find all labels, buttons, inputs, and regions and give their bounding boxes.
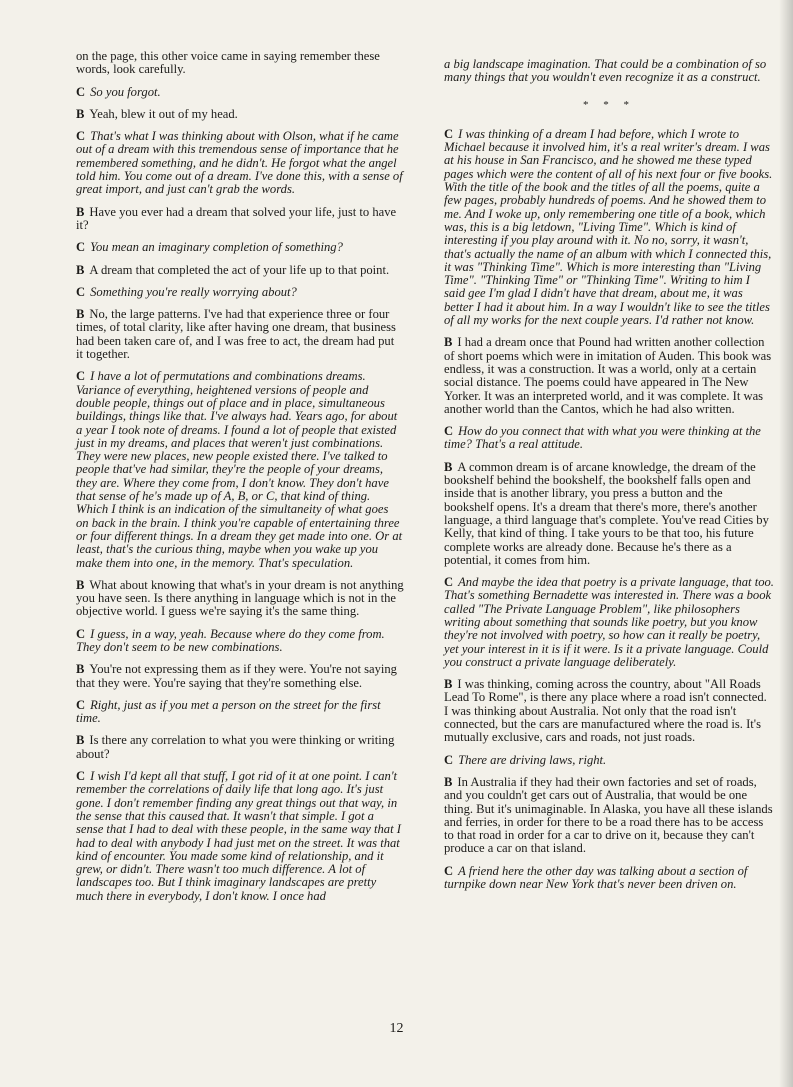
paragraph-text: You're not expressing them as if they were. You're not saying that they were. You're saying that they're something else. [76,662,397,690]
right-column [444,58,774,900]
dialogue-paragraph [444,576,774,669]
speaker-label: C [444,863,454,878]
paragraph-text: In Australia if they had their own factories and set of roads, and you couldn't get cars out of Australia, that would be one thing. But it's unimaginable. In Alaska, you have all these islands and ferries, in order for there to be a road there has to be access to that road in order for a car to drive on it, because they can't produce a car on that island. [444,774,773,856]
dialogue-paragraph [76,86,404,99]
dialogue-paragraph [76,370,404,569]
dialogue-paragraph [444,754,774,767]
paragraph-text: A common dream is of arcane knowledge, the dream of the bookshelf behind the bookshelf, the bookshelf falls open and inside that is another library, you press a button and the bookshelf opens. It's a dream that there's more, there's another language, a third language that's complete. You've read Cities by Kelly, that kind of thing. I take yours to be that too, his future complete works are already done. Because he's there as a potential, it comes from him. [444,459,769,567]
paragraph-text: Right, just as if you met a person on the street for the first time. [76,697,381,726]
dialogue-paragraph [76,770,404,903]
paragraph-text: I wish I'd kept all that stuff, I got rid of it at one point. I can't remember the correlations of daily life that long ago. It's just gone. I don't remember finding any great things out that way, in the sense that this caused that. It wasn't that simple. I got a sense that I had to deal with these people, in the same way that I had to deal with anybody I had just met on the street. It was that kind of encounter. You made some kind of relationship, and it grew, or didn't. There wasn't too much difference. A lot of landscapes too. But I think imaginary landscapes are pretty much there in everybody, I don't know. I once had [76,769,401,903]
paragraph-text: I was thinking, coming across the country, about "All Roads Lead To Rome", is there any place where a road isn't connected. I was thinking about Australia. Not only that the road isn't connected, but the cars are manufactured where the road is. It's mutually exclusive, cars and roads, not just roads. [444,677,767,745]
speaker-label: B [76,106,85,121]
dialogue-paragraph [76,308,404,361]
dialogue-paragraph [444,678,774,744]
paragraph-text: What about knowing that what's in your dream is not anything you have seen. Is there anything in language which is not in the objective world. I guess we're saying it's the same thing. [76,577,404,619]
page-number: 12 [389,1021,404,1036]
dialogue-paragraph [444,128,774,327]
speaker-label: B [444,677,453,692]
dialogue-paragraph [444,461,774,567]
speaker-label: C [76,369,86,384]
dialogue-paragraph [76,699,404,726]
paragraph-text: No, the large patterns. I've had that experience three or four times, of total clarity, like after having one dream, that business had been taken care of, and I was free to act, the dream had put it together. [76,307,396,362]
paragraph-text: I have a lot of permutations and combinations dreams. Variance of everything, heightened versions of people and double people, things out of place and in place, simultaneous buildings, things like that. I've always had. Years ago, for about a year I took note of dreams. I found a lot of people that existed just in my dreams, and places that weren't just combinations. They were new places, new people existed there. I've talked to people that've had similar, they're the people of your dreams, they are. Where they come from, I don't know. They don't have that sense of he's made up of A, B, or C, that kind of thing. Which I think is an indication of the simultaneity of what goes on back in the brain. I think you're capable of entertaining three or four different things. In a dream they get made into one. Or at least, that's the curious thing, maybe when you wake up you make them into one, in the memory. That's speculation. [76,369,403,570]
speaker-label: C [444,126,454,141]
continuation-text: a big landscape imagination. That could be a combination of so many things that you wouldn't even recognize it as a construct. [444,57,767,85]
section-separator: * * * [583,98,635,111]
paragraph-text: I had a dream once that Pound had written another collection of short poems which were in imitation of Auden. This book was endless, it was a construction. It was a world, only at a certain social distance. The poems could have appeared in The New Yorker. It was an interpreted world, and it was complete. It was another world than the Cantos, which he had also written. [444,335,772,416]
speaker-label: B [76,262,85,277]
paragraph-text: That's what I was thinking about with Olson, what if he came out of a dream with this tremendous sense of importance that he remembered something, and he didn't. He forgot what the angel told him. You come out of a dream. I've done this, with a sense of great import, and just can't grab the words. [76,129,403,197]
paragraph-text: Something you're really worrying about? [90,284,297,299]
speaker-label: C [76,769,86,784]
paragraph-text: So you forgot. [90,84,161,99]
speaker-label: B [76,577,85,592]
dialogue-paragraph [76,286,404,299]
dialogue-paragraph [76,264,404,277]
paragraph-text: Have you ever had a dream that solved your life, just to have it? [76,204,397,232]
dialogue-paragraph [76,108,404,121]
right-column-continuation [444,58,774,85]
dialogue-paragraph [76,130,404,196]
paragraph-text: I guess, in a way, yeah. Because where do they come from. They don't seem to be new combinations. [76,626,385,654]
dialogue-paragraph [76,663,404,690]
dialogue-paragraph [444,336,774,416]
speaker-label: C [76,84,86,99]
speaker-label: B [76,733,85,748]
paragraph-text: A dream that completed the act of your life up to that point. [89,262,390,277]
paragraph-text: And maybe the idea that poetry is a private language, that too. That's something Bernadette was interested in. There was a book called "The Private Language Problem", like philosophers writing about something that sounds like poetry, but you know they're not involved with poetry, so how can it really be poetry, yet your interest in it is if it were. Is it a private language. Could you construct a private language deliberately. [444,575,774,669]
dialogue-paragraph [444,865,774,892]
paragraph-text: How do you connect that with what you were thinking at the time? That's a real attitude. [444,424,761,452]
speaker-label: C [76,284,86,299]
speaker-label: B [444,774,453,789]
dialogue-paragraph [76,206,404,233]
paragraph-text: A friend here the other day was talking about a section of turnpike down near New York that's never been driven on. [444,863,748,892]
speaker-label: C [76,129,86,144]
paragraph-text: Is there any correlation to what you were thinking or writing about? [76,733,395,761]
dialogue-paragraph [76,579,404,619]
speaker-label: C [76,240,86,255]
paragraph-text: You mean an imaginary completion of something? [90,240,343,255]
speaker-label: B [76,662,85,677]
speaker-label: C [76,697,86,712]
dialogue-paragraph [76,734,404,761]
right-column-dialogue [444,128,774,891]
paragraph-text: on the page, this other voice came in saying remember these words, look carefully. [76,49,380,77]
dialogue-paragraph [444,776,774,856]
dialogue-paragraph [444,425,774,452]
paragraph-text: There are driving laws, right. [458,752,607,767]
speaker-label: B [444,335,453,350]
paragraph-text: I was thinking of a dream I had before, which I wrote to Michael because it involved him, it's a real writer's dream. I was at his house in San Francisco, and he showed me these typed pages which were the content of all of his next four or five books. With the title of the book and the titles of all the poems, quite a few pages, probably hundreds of poems. And he showed them to me. And I woke up, only remembering one title of a book, which was, this is a big letdown, "Living Time". Which is kind of interesting if you play around with it. No no, sorry, it wasn't, that's actually the name of an album with which I connected this, it was "Thinking Time". Which is more interesting than "Living Time". "Thinking Time" or "Thinking Time". Writing to him I said gee I'm glad I didn't have that dream, about me, it was better I had it about him. In a way I wouldn't like to see the titles of all my works for the next couple years. I'd rather not know. [444,126,773,328]
speaker-label: C [444,752,454,767]
dialogue-paragraph [76,50,404,77]
speaker-label: C [76,626,86,641]
paragraph-text: Yeah, blew it out of my head. [89,106,238,121]
dialogue-paragraph [76,241,404,254]
dialogue-paragraph [76,628,404,655]
page-edge-shadow [779,0,793,1087]
speaker-label: B [76,204,85,219]
speaker-label: C [444,424,454,439]
speaker-label: B [76,307,85,322]
speaker-label: B [444,459,453,474]
left-column [76,50,404,912]
speaker-label: C [444,575,454,590]
